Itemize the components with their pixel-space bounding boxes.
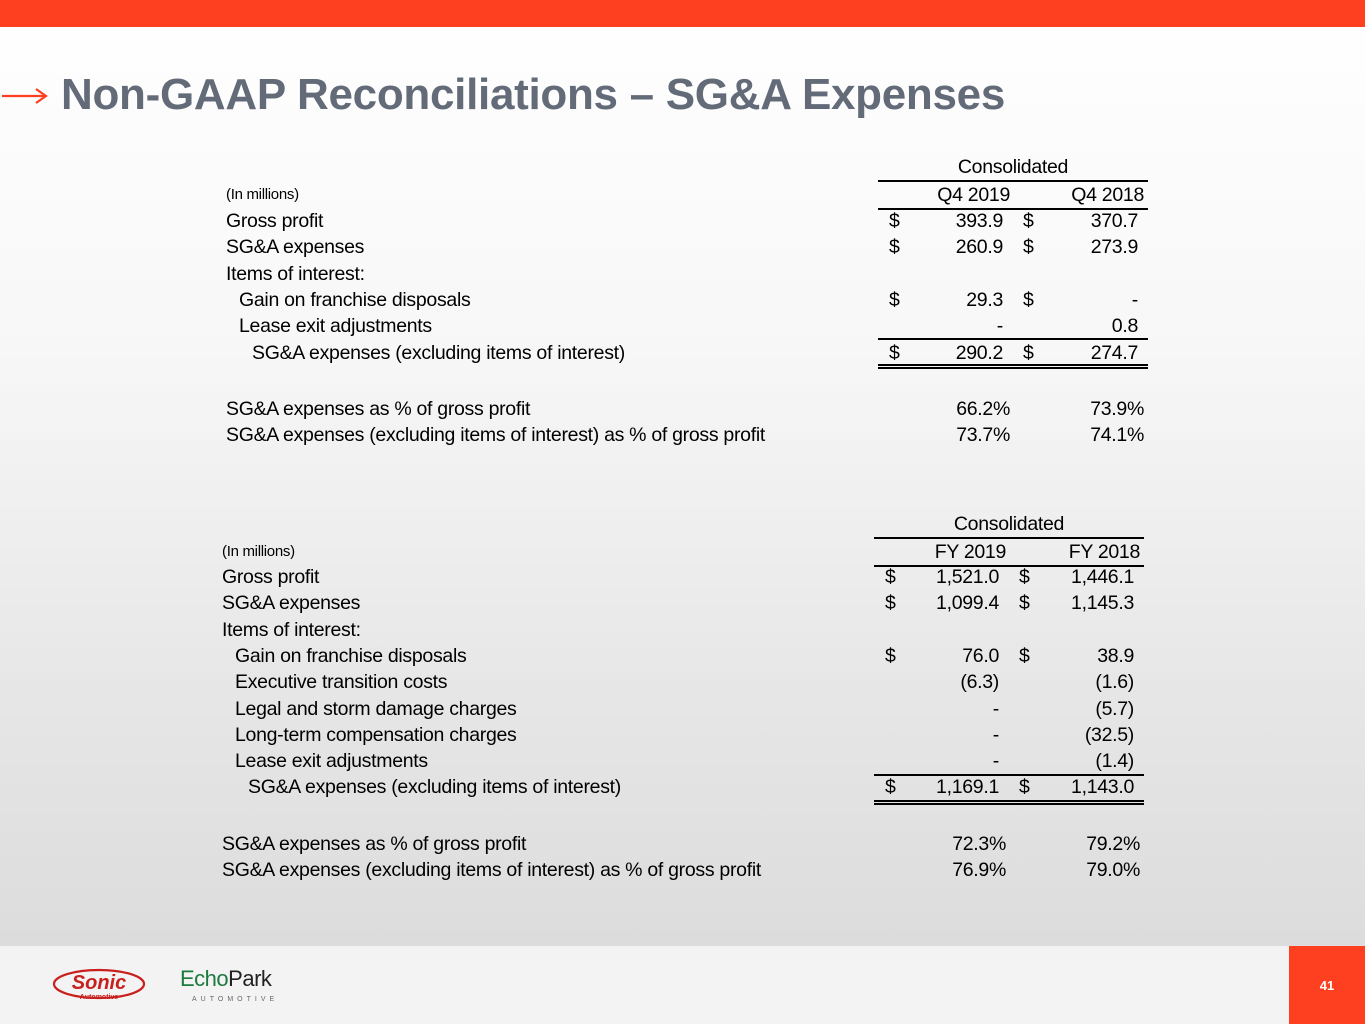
- column-header: FY 2019: [934, 541, 1006, 563]
- value-col2: 1,143.0: [1071, 776, 1134, 799]
- currency-symbol: $: [885, 592, 896, 615]
- row-label: Items of interest:: [226, 262, 365, 285]
- row-label: Legal and storm damage charges: [235, 697, 517, 720]
- sonic-logo-subtext: Automotive: [79, 994, 119, 1001]
- value-col1: -: [992, 723, 999, 746]
- group-header: Consolidated: [953, 513, 1065, 535]
- currency-symbol: $: [885, 644, 896, 667]
- value-col1: -: [992, 750, 999, 773]
- row-label: SG&A expenses: [222, 592, 361, 615]
- value-col1: [896, 261, 1003, 287]
- value-col2: 273.9: [1090, 236, 1138, 259]
- value-col2: 0.8: [1111, 315, 1138, 338]
- value-col2: [1031, 261, 1138, 287]
- sonic-logo-text: Sonic: [71, 972, 127, 994]
- subtotal-rule: [878, 338, 1148, 340]
- currency-symbol: $: [889, 236, 900, 259]
- row-label: Items of interest:: [222, 618, 361, 641]
- subtotal-rule: [874, 774, 1144, 776]
- value-col2: [1027, 617, 1134, 643]
- sonic-automotive-logo: [52, 966, 146, 1009]
- value-col2: 274.7: [1090, 341, 1138, 364]
- value-col2: 370.7: [1090, 210, 1138, 232]
- row-label: Gain on franchise disposals: [235, 644, 467, 667]
- value-col1: [892, 617, 999, 643]
- currency-symbol: $: [1023, 210, 1034, 232]
- value-col1: 260.9: [955, 236, 1003, 259]
- value-col1: 1,521.0: [936, 566, 999, 588]
- value-col1: 1,169.1: [936, 776, 999, 799]
- currency-symbol: $: [889, 341, 900, 364]
- ratio-label: SG&A expenses (excluding items of interest) as % of gross profit: [222, 859, 761, 881]
- row-label: Gross profit: [226, 210, 324, 232]
- value-col2: 38.9: [1097, 644, 1134, 667]
- group-header: Consolidated: [957, 156, 1069, 178]
- total-double-rule: [878, 364, 1148, 366]
- value-col2: (5.7): [1095, 697, 1134, 720]
- row-label: Executive transition costs: [235, 671, 448, 694]
- ratio-label: SG&A expenses as % of gross profit: [222, 832, 527, 855]
- value-col2: -: [1131, 288, 1138, 311]
- row-label: Gross profit: [222, 566, 320, 588]
- top-accent-bar: [0, 0, 1365, 27]
- ratio-col2: 79.0%: [1086, 859, 1140, 881]
- page-title: Non-GAAP Reconciliations – SG&A Expenses: [61, 70, 1006, 119]
- ratio-col1: 72.3%: [952, 832, 1006, 855]
- value-col2: 1,446.1: [1071, 566, 1134, 588]
- ratio-col1: 73.7%: [956, 424, 1010, 447]
- fy-reconciliation-table: [222, 511, 1152, 891]
- currency-symbol: $: [1019, 592, 1030, 615]
- ratio-label: SG&A expenses as % of gross profit: [226, 397, 531, 420]
- units-label: (In millions): [226, 186, 299, 203]
- arrow-right-icon: [2, 86, 48, 106]
- value-col1: 29.3: [966, 288, 1003, 311]
- currency-symbol: $: [1019, 776, 1030, 799]
- ratio-col2: 79.2%: [1086, 832, 1140, 855]
- ratio-col1: 66.2%: [956, 397, 1010, 420]
- row-label: Gain on franchise disposals: [239, 288, 471, 311]
- value-col2: 1,145.3: [1071, 592, 1134, 615]
- currency-symbol: $: [1023, 341, 1034, 364]
- currency-symbol: $: [1023, 288, 1034, 311]
- row-label: Lease exit adjustments: [239, 315, 432, 338]
- row-label: SG&A expenses (excluding items of interest): [252, 341, 625, 364]
- currency-symbol: $: [1019, 644, 1030, 667]
- value-col2: (32.5): [1084, 723, 1134, 746]
- value-col1: 290.2: [955, 341, 1003, 364]
- total-double-rule: [878, 367, 1148, 369]
- column-header: Q4 2018: [1071, 184, 1144, 206]
- currency-symbol: $: [889, 210, 900, 232]
- echopark-logo-text-b: Park: [228, 966, 272, 991]
- q4-reconciliation-table: [226, 154, 1156, 454]
- column-header: Q4 2019: [937, 184, 1010, 206]
- row-label: Lease exit adjustments: [235, 750, 428, 773]
- total-double-rule: [874, 800, 1144, 802]
- row-label: SG&A expenses: [226, 236, 365, 259]
- ratio-col2: 74.1%: [1090, 424, 1144, 447]
- value-col1: -: [992, 697, 999, 720]
- value-col1: 76.0: [962, 644, 999, 667]
- value-col2: (1.6): [1095, 671, 1134, 694]
- page-number: 41: [1319, 977, 1335, 993]
- value-col1: -: [996, 315, 1003, 338]
- value-col2: (1.4): [1095, 750, 1134, 773]
- ratio-col2: 73.9%: [1090, 397, 1144, 420]
- currency-symbol: $: [885, 566, 896, 588]
- echopark-logo-subtext: AUTOMOTIVE: [192, 996, 279, 1003]
- value-col1: 393.9: [955, 210, 1003, 232]
- currency-symbol: $: [889, 288, 900, 311]
- value-col1: (6.3): [960, 671, 999, 694]
- ratio-col1: 76.9%: [952, 859, 1006, 881]
- page-number-badge: [1289, 946, 1365, 1024]
- currency-symbol: $: [885, 776, 896, 799]
- row-label: Long-term compensation charges: [235, 723, 517, 746]
- column-header: FY 2018: [1068, 541, 1140, 563]
- row-label: SG&A expenses (excluding items of interest): [248, 776, 621, 799]
- echopark-logo-text-a: Echo: [180, 966, 229, 991]
- total-double-rule: [874, 803, 1144, 805]
- echopark-automotive-logo: [180, 968, 278, 1003]
- value-col1: 1,099.4: [936, 592, 999, 615]
- ratio-label: SG&A expenses (excluding items of interest) as % of gross profit: [226, 424, 765, 447]
- units-label: (In millions): [222, 543, 295, 560]
- currency-symbol: $: [1019, 566, 1030, 588]
- currency-symbol: $: [1023, 236, 1034, 259]
